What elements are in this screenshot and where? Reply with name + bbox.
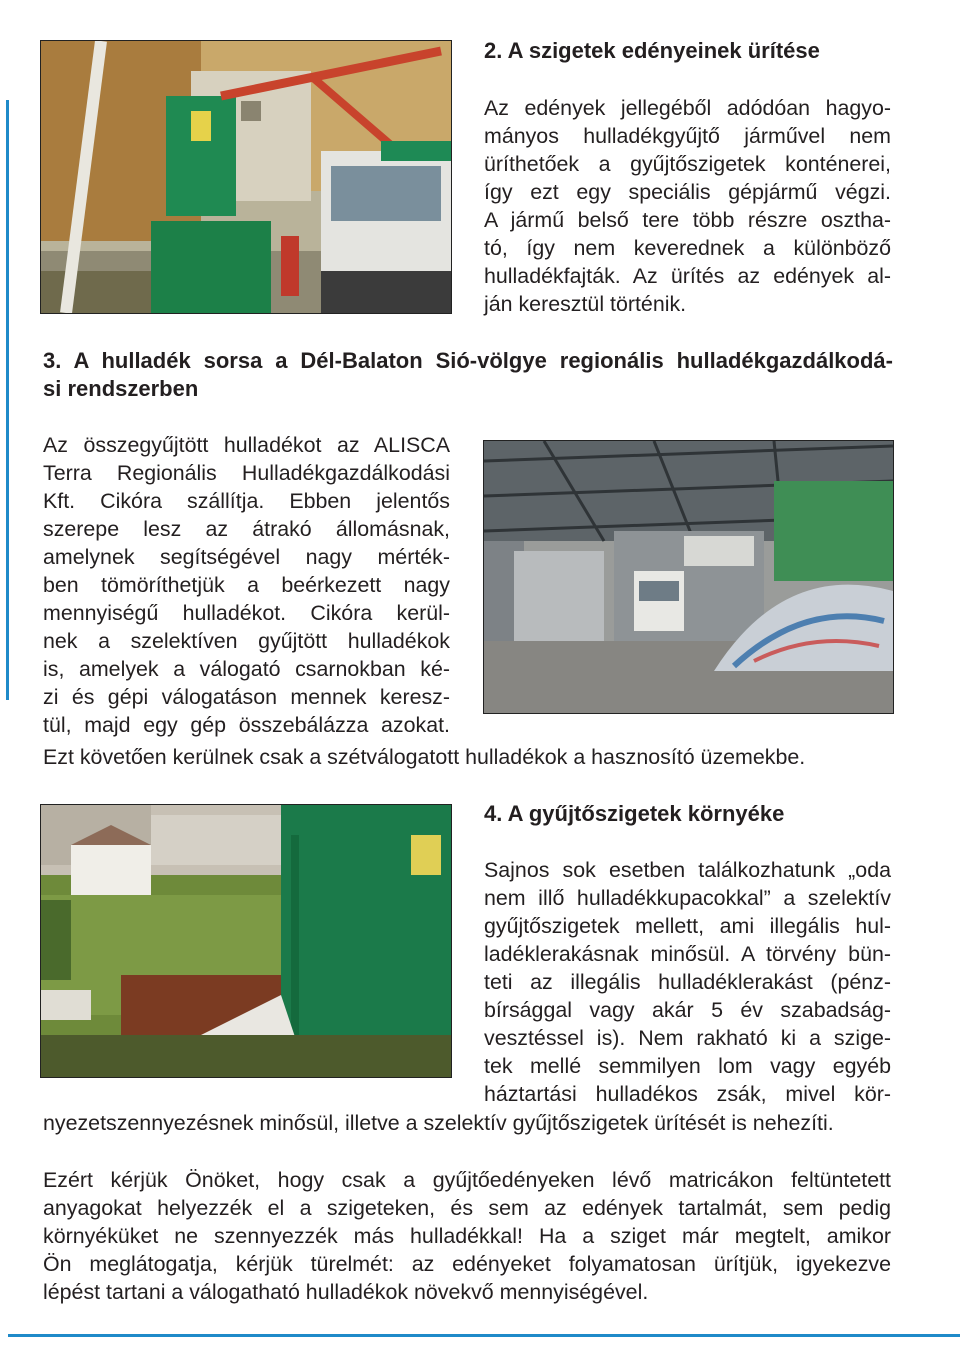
heading-line: 3. A hulladék sorsa a Dél-Balaton Sió-völgye regionális hulladékgazdálkodá- — [43, 348, 893, 373]
section3-text — [43, 431, 450, 739]
text-line: ben tömöríthetjük a beérkezett nagy — [43, 573, 450, 597]
appeal-text — [43, 1166, 891, 1306]
section4-last-line: nyezetszennyezésnek minősül, illetve a szelektív gyűjtőszigetek ürítését is nehezíti. — [43, 1111, 834, 1135]
text-line: bírsággal vagy akár 5 év szabadság- — [484, 998, 891, 1022]
text-line: háztartási hulladékos zsák, mivel kör- — [484, 1082, 891, 1106]
text-line: hulladékfajták. Az ürítés az edények al- — [484, 264, 891, 288]
text-line: is, amelyek a válogató csarnokban ké- — [43, 657, 450, 681]
text-line: gyűjtőszigetek mellett, ami illegális hul- — [484, 914, 891, 938]
section2-heading: 2. A szigetek edényeinek ürítése — [484, 38, 820, 63]
heading-line: si rendszerben — [43, 376, 199, 401]
text-line: teti az illegális hulladéklerakást (pénz- — [484, 970, 891, 994]
text-line: mányos hulladékgyűjtő járművel nem — [484, 124, 891, 148]
text-line: mennyiségű hulladékot. Cikóra kerül- — [43, 601, 450, 625]
text-line: lépést tartani a válogatható hulladékok növekvő mennyiségével. — [43, 1280, 649, 1304]
section3-heading — [43, 347, 893, 403]
text-line: vesztéssel is). Nem rakható ki a szige- — [484, 1026, 891, 1050]
text-line: tek mellé semmilyen lom vagy egyéb — [484, 1054, 891, 1078]
text-line: üríthetőek a gyűjtőszigetek konténerei, — [484, 152, 891, 176]
text-line: nek a szelektíven gyűjtött hulladékok — [43, 629, 450, 653]
text-line: ladéklerakásnak minősül. A törvény bün- — [484, 942, 891, 966]
text-line: zi és gépi válogatáson mennek keresz- — [43, 685, 450, 709]
text-line: környéküket ne szennyezzék más hulladékkal! Ha a sziget már megtelt, amikor — [43, 1224, 891, 1248]
text-line: Az összegyűjtött hulladékot az ALISCA — [43, 433, 450, 457]
photo-sorting-hall — [483, 440, 894, 714]
photo-crane-truck — [40, 40, 452, 314]
section2-text — [484, 94, 891, 318]
text-line: ján keresztül történik. — [484, 292, 687, 316]
photo-illegal-dumping — [40, 804, 452, 1078]
text-line: Sajnos sok esetben találkozhatunk „oda — [484, 858, 891, 882]
bottom-rule — [8, 1334, 960, 1337]
margin-rule — [6, 100, 9, 700]
text-line: anyagokat helyezzék el a szigeteken, és sem az edények tartalmát, sem pedig — [43, 1196, 891, 1220]
text-line: Az edények jellegéből adódóan hagyo- — [484, 96, 891, 120]
section3-last-line: Ezt követően kerülnek csak a szétválogatott hulladékok a hasznosító üzemekbe. — [43, 745, 806, 769]
text-line: Terra Regionális Hulladékgazdálkodási — [43, 461, 450, 485]
text-line: tül, majd egy gép összebálázza azokat. — [43, 713, 450, 737]
text-line: szerepe lesz az átrakó állomásnak, — [43, 517, 450, 541]
text-line: nem illő hulladékkupacokkal” a szelektív — [484, 886, 891, 910]
section4-heading: 4. A gyűjtőszigetek környéke — [484, 801, 785, 826]
text-line: tó, így nem keverednek a különböző — [484, 236, 891, 260]
text-line: Ön meglátogatja, kérjük türelmét: az edényeket folyamatosan ürítjük, igyekezve — [43, 1252, 891, 1276]
text-line: amelynek segítségével nagy mérték- — [43, 545, 450, 569]
text-line: Ezért kérjük Önöket, hogy csak a gyűjtőedényeken lévő matricákon feltüntetett — [43, 1168, 891, 1192]
text-line: így ezt egy speciális gépjármű végzi. — [484, 180, 891, 204]
section4-text — [484, 856, 891, 1108]
text-line: Kft. Cikóra szállítja. Ebben jelentős — [43, 489, 450, 513]
text-line: A jármű belső tere több részre osztha- — [484, 208, 891, 232]
